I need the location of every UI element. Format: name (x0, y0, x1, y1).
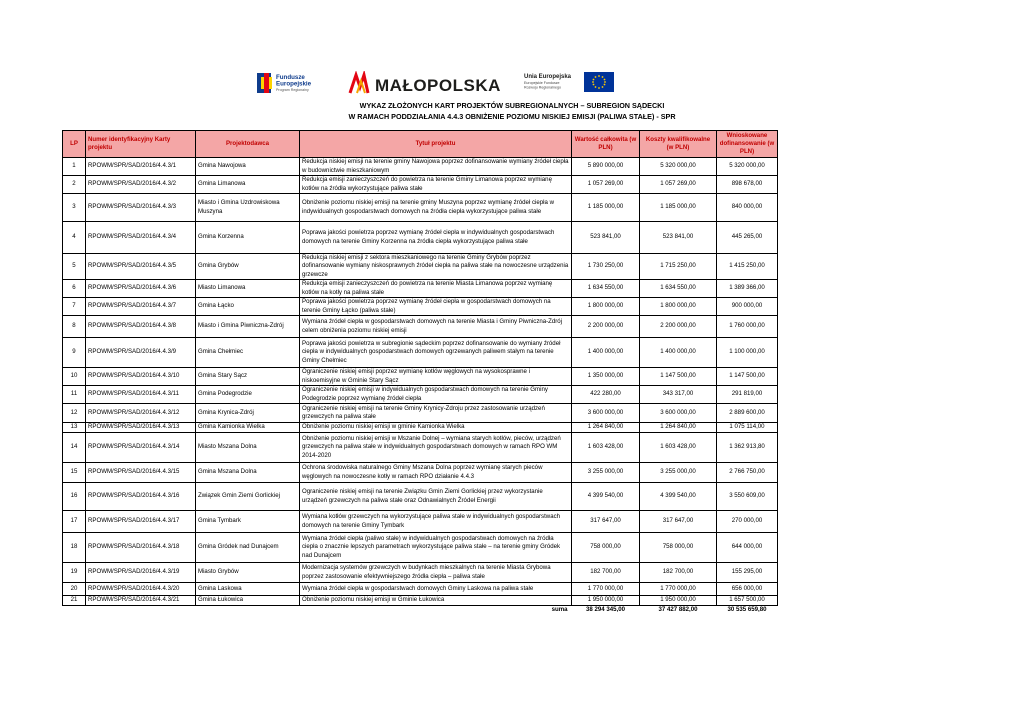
row-title: Poprawa jakości powietrza poprzez wymianę źródeł ciepła w indywidualnych gospodarstwach domowych na terenie Gminy Korzenna na źródła ciepła wykorzystujące paliwa stałe (300, 222, 572, 254)
row-project-id: RPOWM/SPR/SAD/2016/4.4.3/16 (86, 483, 196, 511)
sum-label: suma (551, 606, 568, 613)
row-lp: 6 (63, 280, 86, 298)
row-title: Wymiana źródeł ciepła (paliwo stałe) w indywidualnych gospodarstwach domowych na źródła ciepła o znacznie lepszych parametrach wykorzystujące paliwa stałe – na terenie gminy Gródek nad Dunajcem (300, 533, 572, 563)
row-requested-funding: 898 678,00 (717, 176, 778, 194)
fundusze-europejskie-logo (256, 70, 342, 96)
row-eligible-costs: 3 255 000,00 (640, 463, 717, 483)
sum-row (63, 606, 778, 615)
sum-total: 38 294 345,00 (586, 606, 625, 613)
row-lp: 14 (63, 433, 86, 463)
row-lp: 15 (63, 463, 86, 483)
logo-bar (256, 70, 616, 98)
title-line-2: W RAMACH PODDZIAŁANIA 4.4.3 OBNIŻENIE POZIOMU NISKIEJ EMISJI (PALIWA STAŁE) - SPR (348, 112, 676, 121)
row-lp: 19 (63, 563, 86, 583)
fe-logo-text-2: Europejskie (276, 80, 312, 88)
row-project-id: RPOWM/SPR/SAD/2016/4.4.3/8 (86, 316, 196, 338)
row-project-id: RPOWM/SPR/SAD/2016/4.4.3/15 (86, 463, 196, 483)
row-title: Ochrona środowiska naturalnego Gminy Mszana Dolna poprzez wymianę starych pieców węglowych na nowoczesne kotły w ramach RPO działanie 4.4.3 (300, 463, 572, 483)
row-eligible-costs: 3 600 000,00 (640, 404, 717, 423)
col-header-total: Wartość całkowita (w PLN) (572, 131, 640, 158)
row-eligible-costs: 1 185 000,00 (640, 194, 717, 222)
row-total-value: 182 700,00 (572, 563, 640, 583)
title-line-1: WYKAZ ZŁOŻONYCH KART PROJEKTÓW SUBREGIONALNYCH – SUBREGION SĄDECKI (359, 101, 665, 110)
row-total-value: 1 634 550,00 (572, 280, 640, 298)
row-eligible-costs: 5 320 000,00 (640, 158, 717, 176)
unia-europejska-logo (524, 70, 616, 96)
table-row (63, 386, 778, 404)
row-title: Ograniczenie niskiej emisji na terenie Gminy Krynicy-Zdroju przez zastosowanie urządzeń grzewczych na paliwa stałe (300, 404, 572, 423)
row-title: Obniżenie poziomu niskiej emisji w gminie Kamionka Wielka (300, 423, 572, 433)
row-applicant: Gmina Podegrodzie (196, 386, 300, 404)
row-lp: 17 (63, 511, 86, 533)
row-project-id: RPOWM/SPR/SAD/2016/4.4.3/6 (86, 280, 196, 298)
row-title: Wymiana kotłów grzewczych na wykorzystujące paliwa stałe w indywidualnych gospodarstwach domowych na terenie Gminy Tymbark (300, 511, 572, 533)
row-total-value: 1 264 840,00 (572, 423, 640, 433)
row-eligible-costs: 1 634 550,00 (640, 280, 717, 298)
row-eligible-costs: 182 700,00 (640, 563, 717, 583)
row-eligible-costs: 4 399 540,00 (640, 483, 717, 511)
table-row (63, 222, 778, 254)
table-row (63, 596, 778, 606)
row-eligible-costs: 1 770 000,00 (640, 583, 717, 596)
row-total-value: 3 255 000,00 (572, 463, 640, 483)
table-row (63, 404, 778, 423)
row-lp: 9 (63, 338, 86, 368)
row-requested-funding: 644 000,00 (717, 533, 778, 563)
row-applicant: Gmina Mszana Dolna (196, 463, 300, 483)
row-project-id: RPOWM/SPR/SAD/2016/4.4.3/4 (86, 222, 196, 254)
table-row (63, 423, 778, 433)
row-project-id: RPOWM/SPR/SAD/2016/4.4.3/13 (86, 423, 196, 433)
row-title: Redukcja emisji zanieczyszczeń do powietrza na terenie Gminy Limanowa poprzez wymianę kotłów na źródła wykorzystujące paliwa stałe (300, 176, 572, 194)
row-title: Obniżenie poziomu niskiej emisji na terenie gminy Muszyna poprzez wymianę źródeł ciepła w indywidualnych gospodarstwach domowych na źródła ciepła wykorzystujące paliwa stałe (300, 194, 572, 222)
row-requested-funding: 656 000,00 (717, 583, 778, 596)
ue-logo-text-1: Unia Europejska (524, 74, 572, 80)
row-project-id: RPOWM/SPR/SAD/2016/4.4.3/12 (86, 404, 196, 423)
row-title: Modernizacja systemów grzewczych w budynkach mieszkalnych na terenie Miasta Grybowa poprzez zastosowanie efektywniejszego źródła ciepła – paliwa stałe (300, 563, 572, 583)
row-lp: 3 (63, 194, 86, 222)
row-applicant: Gmina Krynica-Zdrój (196, 404, 300, 423)
row-eligible-costs: 2 200 000,00 (640, 316, 717, 338)
table-row (63, 280, 778, 298)
ue-logo-text-2: Europejskie Fundusze (524, 81, 560, 85)
col-header-lp: LP (63, 131, 86, 158)
row-project-id: RPOWM/SPR/SAD/2016/4.4.3/14 (86, 433, 196, 463)
row-requested-funding: 1 362 913,80 (717, 433, 778, 463)
row-applicant: Gmina Tymbark (196, 511, 300, 533)
table-row (63, 158, 778, 176)
row-applicant: Gmina Kamionka Wielka (196, 423, 300, 433)
document-title (0, 100, 1024, 122)
row-applicant: Gmina Laskowa (196, 583, 300, 596)
row-total-value: 1 057 269,00 (572, 176, 640, 194)
row-eligible-costs: 1 264 840,00 (640, 423, 717, 433)
projects-table (62, 130, 778, 614)
row-project-id: RPOWM/SPR/SAD/2016/4.4.3/19 (86, 563, 196, 583)
row-requested-funding: 1 147 500,00 (717, 368, 778, 386)
row-applicant: Miasto Grybów (196, 563, 300, 583)
row-eligible-costs: 343 317,00 (640, 386, 717, 404)
table-row (63, 583, 778, 596)
sum-requested: 30 535 659,80 (727, 606, 767, 613)
row-title: Wymiana źródeł ciepła w gospodarstwach domowych Gminy Laskowa na paliwa stałe (300, 583, 572, 596)
row-project-id: RPOWM/SPR/SAD/2016/4.4.3/18 (86, 533, 196, 563)
row-requested-funding: 291 819,00 (717, 386, 778, 404)
table-row (63, 433, 778, 463)
table-row (63, 511, 778, 533)
row-project-id: RPOWM/SPR/SAD/2016/4.4.3/21 (86, 596, 196, 606)
row-requested-funding: 270 000,00 (717, 511, 778, 533)
row-title: Redukcja niskiej emisji z sektora mieszkaniowego na terenie Gminy Grybów poprzez dofinansowanie wymiany niskosprawnych źródeł ciepła na paliwa stałe na nowoczesne urządzenia grzewcze (300, 254, 572, 280)
row-eligible-costs: 1 603 428,00 (640, 433, 717, 463)
row-applicant: Gmina Limanowa (196, 176, 300, 194)
row-total-value: 4 399 540,00 (572, 483, 640, 511)
row-project-id: RPOWM/SPR/SAD/2016/4.4.3/9 (86, 338, 196, 368)
row-total-value: 1 603 428,00 (572, 433, 640, 463)
malopolska-logo-text: MAŁOPOLSKA (375, 76, 501, 95)
malopolska-logo (348, 71, 518, 97)
row-applicant: Miasto i Gmina Piwniczna-Zdrój (196, 316, 300, 338)
row-lp: 13 (63, 423, 86, 433)
row-project-id: RPOWM/SPR/SAD/2016/4.4.3/1 (86, 158, 196, 176)
row-applicant: Miasto Mszana Dolna (196, 433, 300, 463)
col-header-eligible: Koszty kwalifikowalne (w PLN) (640, 131, 717, 158)
row-title: Ograniczenie niskiej emisji na terenie Związku Gmin Ziemi Gorlickiej przez wykorzystanie urządzeń grzewczych na paliwa stałe oraz Odnawialnych Źródeł Energii (300, 483, 572, 511)
row-title: Redukcja niskiej emisji na terenie gminy Nawojowa poprzez dofinansowanie wymiany źródeł ciepła w budownictwie mieszkaniowym (300, 158, 572, 176)
row-applicant: Gmina Łącko (196, 298, 300, 316)
table-row (63, 483, 778, 511)
row-total-value: 523 841,00 (572, 222, 640, 254)
row-total-value: 5 890 000,00 (572, 158, 640, 176)
row-title: Poprawa jakości powietrza w subregionie sądeckim poprzez dofinansowanie do wymiany źródeł ciepła w indywidualnych gospodarstwach domowych ogrzewanych paliwem stałym na terenie Gminy Chełmiec (300, 338, 572, 368)
row-title: Ograniczenie niskiej emisji poprzez wymianę kotłów węglowych na wysokosprawne i niskoemisyjne w Gminie Stary Sącz (300, 368, 572, 386)
row-total-value: 2 200 000,00 (572, 316, 640, 338)
row-requested-funding: 900 000,00 (717, 298, 778, 316)
row-applicant: Gmina Grybów (196, 254, 300, 280)
col-header-applicant: Projektodawca (196, 131, 300, 158)
row-total-value: 1 770 000,00 (572, 583, 640, 596)
row-requested-funding: 1 075 114,00 (717, 423, 778, 433)
ue-logo-text-3: Rozwoju Regionalnego (524, 85, 561, 90)
row-project-id: RPOWM/SPR/SAD/2016/4.4.3/20 (86, 583, 196, 596)
row-applicant: Gmina Korzenna (196, 222, 300, 254)
row-eligible-costs: 1 715 250,00 (640, 254, 717, 280)
table-row (63, 316, 778, 338)
row-total-value: 1 950 000,00 (572, 596, 640, 606)
row-project-id: RPOWM/SPR/SAD/2016/4.4.3/10 (86, 368, 196, 386)
row-lp: 5 (63, 254, 86, 280)
table-row (63, 533, 778, 563)
row-requested-funding: 2 889 600,00 (717, 404, 778, 423)
row-lp: 10 (63, 368, 86, 386)
row-total-value: 1 730 250,00 (572, 254, 640, 280)
col-header-requested: Wnioskowane dofinansowanie (w PLN) (717, 131, 778, 158)
fe-logo-text-3: Program Regionalny (276, 88, 309, 92)
row-applicant: Gmina Stary Sącz (196, 368, 300, 386)
table-row (63, 563, 778, 583)
row-project-id: RPOWM/SPR/SAD/2016/4.4.3/7 (86, 298, 196, 316)
table-row (63, 176, 778, 194)
row-applicant: Gmina Łukowica (196, 596, 300, 606)
table-row (63, 254, 778, 280)
table-row (63, 368, 778, 386)
row-applicant: Gmina Chełmiec (196, 338, 300, 368)
table-header-row (63, 131, 778, 158)
row-eligible-costs: 1 950 000,00 (640, 596, 717, 606)
col-header-id: Numer identyfikacyjny Karty projektu (86, 131, 196, 158)
sum-eligible: 37 427 882,00 (658, 606, 698, 613)
row-title: Obniżenie poziomu niskiej emisji w Mszanie Dolnej – wymiana starych kotłów, pieców, urządzeń grzewczych na paliwa stałe w indywidualnych gospodarstwach domowych w ramach RPO WM 2014-2020 (300, 433, 572, 463)
row-title: Poprawa jakości powietrza poprzez wymianę źródeł ciepła w gospodarstwach domowych na terenie Gminy Łącko (paliwa stałe) (300, 298, 572, 316)
row-requested-funding: 1 657 500,00 (717, 596, 778, 606)
row-lp: 12 (63, 404, 86, 423)
row-applicant: Gmina Gródek nad Dunajcem (196, 533, 300, 563)
row-eligible-costs: 758 000,00 (640, 533, 717, 563)
row-requested-funding: 840 000,00 (717, 194, 778, 222)
row-total-value: 1 185 000,00 (572, 194, 640, 222)
row-title: Ograniczenie niskiej emisji w indywidualnych gospodarstwach domowych na terenie Gminy Podegrodzie poprzez wymianę źródeł ciepła (300, 386, 572, 404)
row-project-id: RPOWM/SPR/SAD/2016/4.4.3/2 (86, 176, 196, 194)
row-lp: 1 (63, 158, 86, 176)
row-lp: 7 (63, 298, 86, 316)
row-project-id: RPOWM/SPR/SAD/2016/4.4.3/17 (86, 511, 196, 533)
row-requested-funding: 2 766 750,00 (717, 463, 778, 483)
row-requested-funding: 1 415 250,00 (717, 254, 778, 280)
row-requested-funding: 1 389 366,00 (717, 280, 778, 298)
row-project-id: RPOWM/SPR/SAD/2016/4.4.3/5 (86, 254, 196, 280)
table-row (63, 463, 778, 483)
row-total-value: 317 647,00 (572, 511, 640, 533)
row-eligible-costs: 1 147 500,00 (640, 368, 717, 386)
row-eligible-costs: 317 647,00 (640, 511, 717, 533)
row-lp: 21 (63, 596, 86, 606)
row-total-value: 3 600 000,00 (572, 404, 640, 423)
row-requested-funding: 1 100 000,00 (717, 338, 778, 368)
row-total-value: 1 400 000,00 (572, 338, 640, 368)
col-header-title: Tytuł projektu (300, 131, 572, 158)
row-total-value: 422 280,00 (572, 386, 640, 404)
row-lp: 20 (63, 583, 86, 596)
row-total-value: 1 800 000,00 (572, 298, 640, 316)
row-project-id: RPOWM/SPR/SAD/2016/4.4.3/11 (86, 386, 196, 404)
row-title: Obniżenie poziomu niskiej emisji w Gminie Łukowica (300, 596, 572, 606)
table-row (63, 338, 778, 368)
row-eligible-costs: 1 800 000,00 (640, 298, 717, 316)
row-requested-funding: 1 760 000,00 (717, 316, 778, 338)
row-requested-funding: 3 550 609,00 (717, 483, 778, 511)
row-eligible-costs: 1 057 269,00 (640, 176, 717, 194)
row-eligible-costs: 1 400 000,00 (640, 338, 717, 368)
row-lp: 4 (63, 222, 86, 254)
row-project-id: RPOWM/SPR/SAD/2016/4.4.3/3 (86, 194, 196, 222)
row-requested-funding: 155 295,00 (717, 563, 778, 583)
row-total-value: 758 000,00 (572, 533, 640, 563)
fe-logo-text-1: Fundusze (276, 74, 305, 81)
row-lp: 2 (63, 176, 86, 194)
row-requested-funding: 445 265,00 (717, 222, 778, 254)
row-lp: 11 (63, 386, 86, 404)
row-applicant: Związek Gmin Ziemi Gorlickiej (196, 483, 300, 511)
row-eligible-costs: 523 841,00 (640, 222, 717, 254)
row-title: Redukcja emisji zanieczyszczeń do powietrza na terenie Miasta Limanowa poprzez wymianę kotłów na kotły na paliwa stałe (300, 280, 572, 298)
row-requested-funding: 5 320 000,00 (717, 158, 778, 176)
row-lp: 16 (63, 483, 86, 511)
row-total-value: 1 350 000,00 (572, 368, 640, 386)
row-lp: 18 (63, 533, 86, 563)
row-applicant: Gmina Nawojowa (196, 158, 300, 176)
table-row (63, 298, 778, 316)
table-row (63, 194, 778, 222)
row-title: Wymiana źródeł ciepła w gospodarstwach domowych na terenie Miasta i Gminy Piwniczna-Zdrój celem obniżenia poziomu niskiej emisji (300, 316, 572, 338)
row-lp: 8 (63, 316, 86, 338)
row-applicant: Miasto Limanowa (196, 280, 300, 298)
row-applicant: Miasto i Gmina Uzdrowiskowa Muszyna (196, 194, 300, 222)
